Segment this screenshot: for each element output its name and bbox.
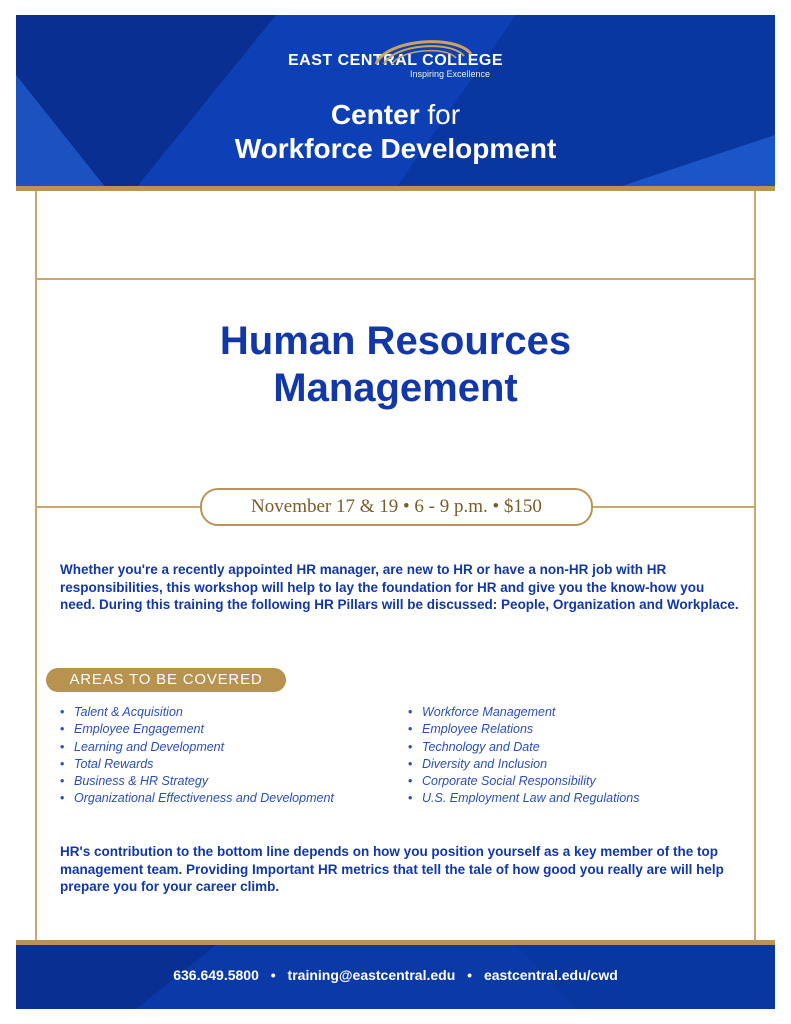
list-item: • U.S. Employment Law and Regulations [408,790,639,807]
frame-right-border [754,191,756,941]
logo-swoosh-icon [366,34,476,74]
logo-name: EAST CENTRAL COLLEGE [287,52,504,69]
areas-heading-badge: AREAS TO BE COVERED [46,668,286,692]
center-heading [16,99,775,131]
closing-paragraph: HR's contribution to the bottom line depends on how you position yourself as a key member of the top management team. Providing Important HR metrics that tell the tale of how good you really are will help prepare you for your career climb. [60,844,724,894]
list-item: • Technology and Date [408,739,639,756]
list-item: • Learning and Development [60,739,334,756]
footer-email-link[interactable]: training@eastcentral.edu [287,967,456,983]
list-item: • Business & HR Strategy [60,773,334,790]
list-item: • Employee Engagement [60,721,334,738]
list-item: • Employee Relations [408,721,639,738]
areas-list-right [408,704,639,808]
footer-separator: • [467,967,473,983]
center-bold-word: Center [330,99,420,130]
list-item: • Talent & Acquisition [60,704,334,721]
footer-separator: • [270,967,276,983]
date-price-pill: November 17 & 19 • 6 - 9 p.m. • $150 [200,488,593,526]
center-light-word: for [427,99,461,130]
college-logo [16,52,775,79]
list-item: • Workforce Management [408,704,639,721]
course-title [0,318,791,412]
list-item: • Organizational Effectiveness and Development [60,790,334,807]
footer-website-link[interactable]: eastcentral.edu/cwd [483,967,618,983]
workforce-heading: Workforce Development [234,133,557,164]
gold-divider-top [16,186,775,191]
footer-phone[interactable]: 636.649.5800 [173,967,259,983]
footer-banner [16,945,775,1009]
course-title-line2: Management [273,366,518,410]
areas-list-left [60,704,334,808]
course-title-line1: Human Resources [219,319,572,363]
intro-paragraph: Whether you're a recently appointed HR manager, are new to HR or have a non-HR job with HR responsibilities, this workshop will help to lay the foundation for HR and give you the know-how you need. During this training the following HR Pillars will be discussed: People, Organization and Workplace. [60,562,739,612]
footer-contact [16,967,775,983]
logo-tagline: Inspiring Excellence [410,69,491,79]
list-item: • Diversity and Inclusion [408,756,639,773]
list-item: • Corporate Social Responsibility [408,773,639,790]
list-item: • Total Rewards [60,756,334,773]
frame-divider-upper [35,278,756,280]
header-banner [16,15,775,188]
frame-left-border [35,191,37,941]
